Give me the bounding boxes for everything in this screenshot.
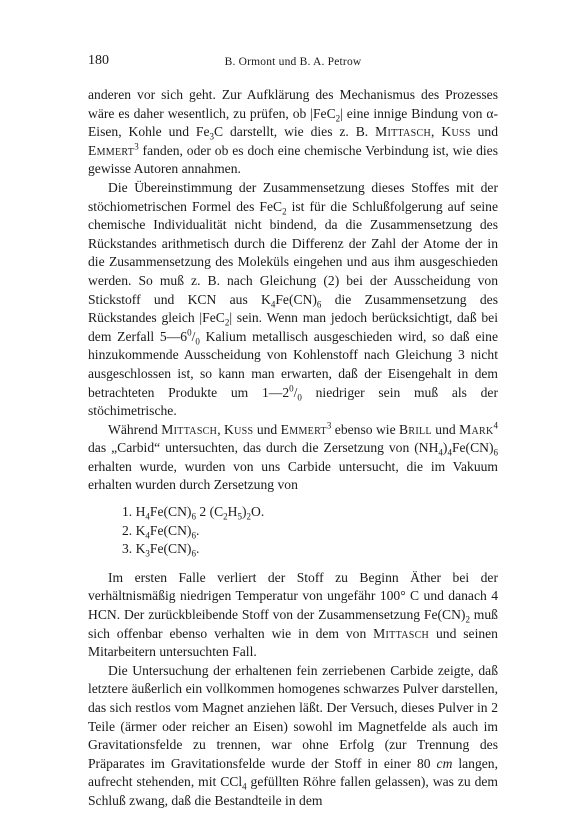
subscript: 6 — [493, 448, 498, 458]
superscript: 3 — [134, 141, 139, 152]
text-run: . — [195, 541, 200, 557]
paragraph — [88, 569, 498, 662]
text-run: und — [253, 421, 281, 437]
text-run: Fe(CN) — [275, 291, 317, 307]
formula-list — [88, 503, 498, 559]
subscript: 5 — [237, 511, 242, 522]
text-run: Fe(CN) — [149, 522, 192, 538]
paragraph — [88, 421, 498, 495]
subscript: 6 — [191, 511, 196, 522]
text-run: | sein. Wenn man jedoch berücksichtigt, daß bei dem Zerfall 5—6 — [88, 310, 498, 344]
text-run: anderen vor sich geht. Zur Aufklärung des Mechanismus des Prozesses wäre es daher wesentlich, zu prüfen, ob |FeC — [88, 87, 498, 121]
author-name: Kuss — [224, 421, 254, 437]
text-run: Im ersten Falle verliert der Stoff zu Beginn Äther bei der verhältnismäßig niedrigen Temperatur von ungefähr 100° C und danach 4 HCN. Der zurückbleibende Stoff von der Zusammensetzung Fe(CN) — [88, 569, 498, 623]
subscript: 2 — [282, 206, 287, 217]
text-run: das „Carbid“ untersuchten, das durch die Zersetzung von (NH — [88, 440, 439, 456]
subscript: 4 — [145, 511, 150, 522]
text-run: 2 (C — [195, 504, 224, 520]
text-run: und — [431, 421, 460, 437]
text-run: Fe(CN) — [451, 440, 494, 456]
subscript: 6 — [191, 548, 196, 559]
text-run: ) — [241, 504, 247, 520]
text-run: , — [217, 421, 225, 437]
subscript: 2 — [246, 511, 252, 522]
superscript: 3 — [326, 420, 332, 431]
paragraph — [88, 662, 498, 811]
subscript: 2 — [224, 317, 230, 328]
subscript: 6 — [316, 299, 322, 310]
document-page — [88, 52, 498, 811]
text-run: 1. H — [122, 504, 146, 520]
text-run: ebenso wie — [331, 421, 400, 437]
subscript: 0 — [297, 392, 302, 403]
paragraph — [88, 179, 498, 421]
page-number: 180 — [88, 53, 109, 68]
text-run: und seinen Mitarbeitern untersuchten Fall. — [88, 625, 498, 660]
text-run: , — [431, 124, 442, 140]
text-run: O. — [251, 504, 265, 520]
text-run: 2. K — [122, 522, 146, 538]
text-run: gefüllten Röhre fallen gelassen), was zu dem Schluß zwang, daß die Bestandteile in dem — [88, 774, 498, 808]
paragraph — [88, 86, 498, 179]
subscript: 4 — [270, 299, 276, 310]
formula-item — [122, 522, 498, 541]
author-name: Mittasch — [375, 124, 432, 140]
text-run: erhalten wurde, wurden von uns Carbide untersucht, die im Vakuum erhalten wurden durch Zersetzung von — [88, 458, 498, 493]
text-run: ist für die Schlußfolgerung auf seine chemische Individualität nicht bindend, da die Zusammensetzung des Rückstandes arithmetisch durch die Differenz der Zahl der Atome der in die Zusammensetzung des Moleküls eingehen und aus ihm ausgeschieden werden. So muß z. B. nach Gleichung (2) bei der Ausscheidung von Stickstoff und KCN aus K — [88, 198, 499, 307]
text-run: / — [191, 328, 196, 344]
subscript: 3 — [209, 131, 215, 142]
subscript: 2 — [465, 614, 470, 625]
text-run: Die Untersuchung der erhaltenen fein zerriebenen Carbide zeigte, daß letztere äußerlich ein vollkommen homogenes schwarzes Pulver darstellen, das sich restlos vom Magnet anziehen läßt. Der Versuch, dieses Pulver in 2 Teile (ärmer oder reicher an Eisen) sowohl im Magnetfelde als auch im Gravitationsfelde zu trennen, war ohne Erfolg (zur Trennung des Präparates im Gravitationsfelde wurde der Stoff in einer 80 — [88, 662, 498, 771]
text-run: | eine innige Bindung von α-Eisen, Kohle und Fe — [88, 105, 498, 140]
subscript: 0 — [195, 336, 200, 347]
text-run: . — [195, 522, 200, 538]
text-run: niedriger sein muß als der stöchimetrische. — [88, 384, 498, 419]
text-run: H — [227, 504, 238, 520]
author-name: Brill — [399, 421, 432, 437]
page-header — [88, 52, 498, 72]
text-run: Fe(CN) — [149, 541, 192, 557]
author-name: Mark — [459, 421, 494, 437]
text-run: Die Übereinstimmung der Zusammensetzung dieses Stoffes mit der stöchiometrischen Formel des FeC — [88, 179, 498, 214]
text-run: cm — [436, 755, 453, 771]
subscript: 4 — [447, 448, 452, 458]
text-run: und — [470, 124, 498, 140]
text-run: langen, aufrecht stehenden, mit CCl — [88, 755, 498, 790]
subscript: 4 — [438, 448, 443, 458]
subscript: 4 — [242, 782, 247, 793]
body-text-lower — [88, 569, 498, 811]
text-run: 3. K — [122, 541, 146, 557]
superscript: 0 — [289, 382, 294, 393]
subscript: 2 — [223, 511, 228, 522]
subscript: 2 — [335, 113, 341, 124]
subscript: 6 — [191, 530, 196, 541]
text-run: fanden, oder ob es doch eine chemische Verbindung ist, wie dies gewisse Autoren annahmen. — [88, 142, 498, 177]
body-text-upper — [88, 86, 498, 495]
text-run: ) — [442, 440, 448, 456]
text-run: / — [293, 384, 298, 400]
subscript: 3 — [145, 548, 150, 559]
text-run: Fe(CN) — [149, 504, 192, 520]
subscript: 4 — [145, 530, 150, 541]
formula-item — [122, 540, 498, 559]
author-name: Mittasch — [161, 421, 218, 437]
author-name: Emmert — [280, 421, 327, 437]
superscript: 0 — [187, 327, 192, 338]
text-run: die Zusammensetzung des Rückstandes gleich |FeC — [88, 291, 498, 326]
text-run: Während — [108, 421, 162, 437]
text-run: muß sich offenbar ebenso verhalten wie in dem von — [88, 607, 498, 641]
text-run: C darstellt, wie dies z. B. — [214, 124, 376, 140]
text-run: Kalium metallisch ausgeschieden wird, so daß eine hinzukommende Ausscheidung von Kohlenstoff nach Gleichung 3 nicht ausgeschlossen ist, so kann man erwarten, daß der Eisengehalt in dem betrachteten Produkte um 1—2 — [88, 328, 498, 400]
author-name: Kuss — [441, 124, 471, 140]
formula-item — [122, 503, 498, 522]
running-head: B. Ormont und B. A. Petrow — [224, 56, 362, 68]
superscript: 4 — [493, 420, 499, 431]
author-name: Mittasch — [373, 625, 430, 641]
author-name: Emmert — [88, 142, 135, 158]
